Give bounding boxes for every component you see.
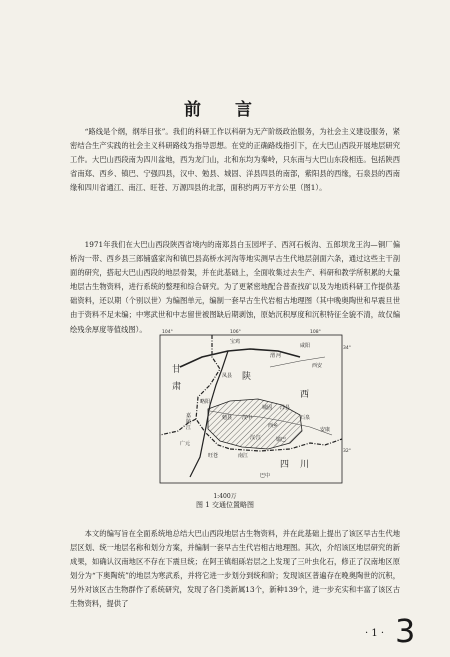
map-river-jiang: 江 (256, 435, 262, 441)
map-river-he: 河 (276, 353, 282, 359)
body-paragraph-3: 本文的编写旨在全面系统地总结大巴山西段地层古生物资料，并在此基础上提出了该区早古生代地层区划、统一地层名称和划分方案，并编制一套早古生代岩相古地理图。其次，介绍该区地层研究的新成果，如确认汉南地区不存在下震旦统；在阿王镇组砾岩层之上发现了三叶虫化石，修正了汉南地区原划分为“下奥陶统”的地层为寒武系，并将它进一步划分到统和阶；发现该区普遍存在晚奥陶世的沉积，另外对该区古生物群作了系统研究，发现了各门类新属13个，新种139个，进一步充实和丰富了该区古生物资料，提供了 (70, 529, 400, 609)
map-city-fengxian: 凤县 (222, 373, 233, 379)
map-label-su: 肃 (172, 382, 182, 392)
map-city-bazhong: 巴中 (260, 473, 271, 479)
map-city-chenggu: 城固 (262, 405, 273, 411)
map-coord-5: 32° (343, 449, 351, 454)
location-map (150, 327, 350, 487)
map-coord-3: 108° (310, 330, 321, 335)
map-river-wei: 渭 (270, 353, 276, 359)
map-city-xianyang: 咸阳 (300, 343, 311, 349)
map-label-xi: 西 (300, 390, 310, 400)
map-city-nanjiang: 南江 (238, 453, 249, 459)
map-city-baoji: 宝鸡 (230, 339, 241, 345)
map-river-jia: 嘉 (186, 413, 192, 419)
map-label-shaan: 陕 (242, 372, 252, 382)
map-city-xixiang: 西乡 (268, 423, 279, 429)
map-city-zhenba: 镇巴 (276, 437, 287, 443)
map-scale: 1:400万 (213, 493, 237, 500)
figure-caption: 图 1 交通位置略图 (196, 501, 254, 509)
map-city-ankang: 安康 (320, 427, 331, 433)
map-river-jiang2: 江 (186, 425, 192, 431)
map-city-lueyang: 略阳 (200, 399, 211, 405)
map-label-si: 四 (280, 460, 290, 470)
map-coord-2: 106° (230, 330, 241, 335)
map-river-ling: 陵 (186, 419, 192, 425)
page-number: · 1 · (365, 628, 385, 639)
map-coord-1: 104° (162, 330, 173, 335)
page-title: 前 言 (184, 100, 266, 120)
map-coord-4: 34° (343, 346, 351, 351)
map-city-hanzhong: 汉中 (242, 415, 253, 421)
map-city-yangxian: 洋县 (280, 405, 291, 411)
handwritten-mark: 3 (395, 612, 416, 650)
map-river-han: 汉 (250, 435, 256, 441)
map-city-mianxian: 勉县 (222, 415, 233, 421)
intro-paragraph-2: 1971年我们在大巴山西段陕西省境内的南郑县白玉园坪子、西河石板沟、五郎坝龙王沟—铜厂偏桥沟一带、西乡县三郎铺盛家沟和镇巴县高桥水河沟等地实测早古生代地层剖面六条，通过这些主干剖面的研究，搭起大巴山西段的地层骨架，并在此基础上，全面收集过去生产、科研和教学所积累的大量地层古生物资料，进行系统的整理和综合研究。为了更紧密地配合普查找矿以及为地质科研工作提供基础资料，还以期（个别以世）为编图单元，编制一套早古生代岩相古地理图（其中晚奥陶世和早震旦世由于资料不足未编；中寒武世和中志留世被图缺后期剥蚀，原始沉积厚度和沉积特征全貌不清，故仅编绘残余厚度等值线图）。 (70, 240, 400, 334)
map-city-shiquan: 石泉 (300, 415, 311, 421)
map-city-wangcang: 旺苍 (208, 453, 219, 459)
map-city-xian: 西安 (312, 363, 323, 369)
map-label-gan: 甘 (172, 365, 182, 375)
intro-paragraph-1: “路线是个纲，纲举目张”。我们的科研工作以科研为无产阶级政治服务，为社会主义建设服务，紧密结合生产实践的社会主义科研路线为指导思想。在党的正确路线指引下，在大巴山西段开展地层研究工作。大巴山西段南为四川盆地，西为龙门山，北和东均为秦岭，只东南与大巴山东段相连。包括陕西省南郑、西乡、镇巴、宁强四县，汉中、勉县、城固、洋县四县的南部，紫阳县的西缘，石泉县的西南缘和四川省通江、南江、旺苍、万源四县的北部，面积约两万平方公里（图1）。 (70, 127, 400, 193)
map-city-guangyuan: 广元 (180, 441, 191, 447)
map-label-chuan: 川 (300, 460, 310, 470)
